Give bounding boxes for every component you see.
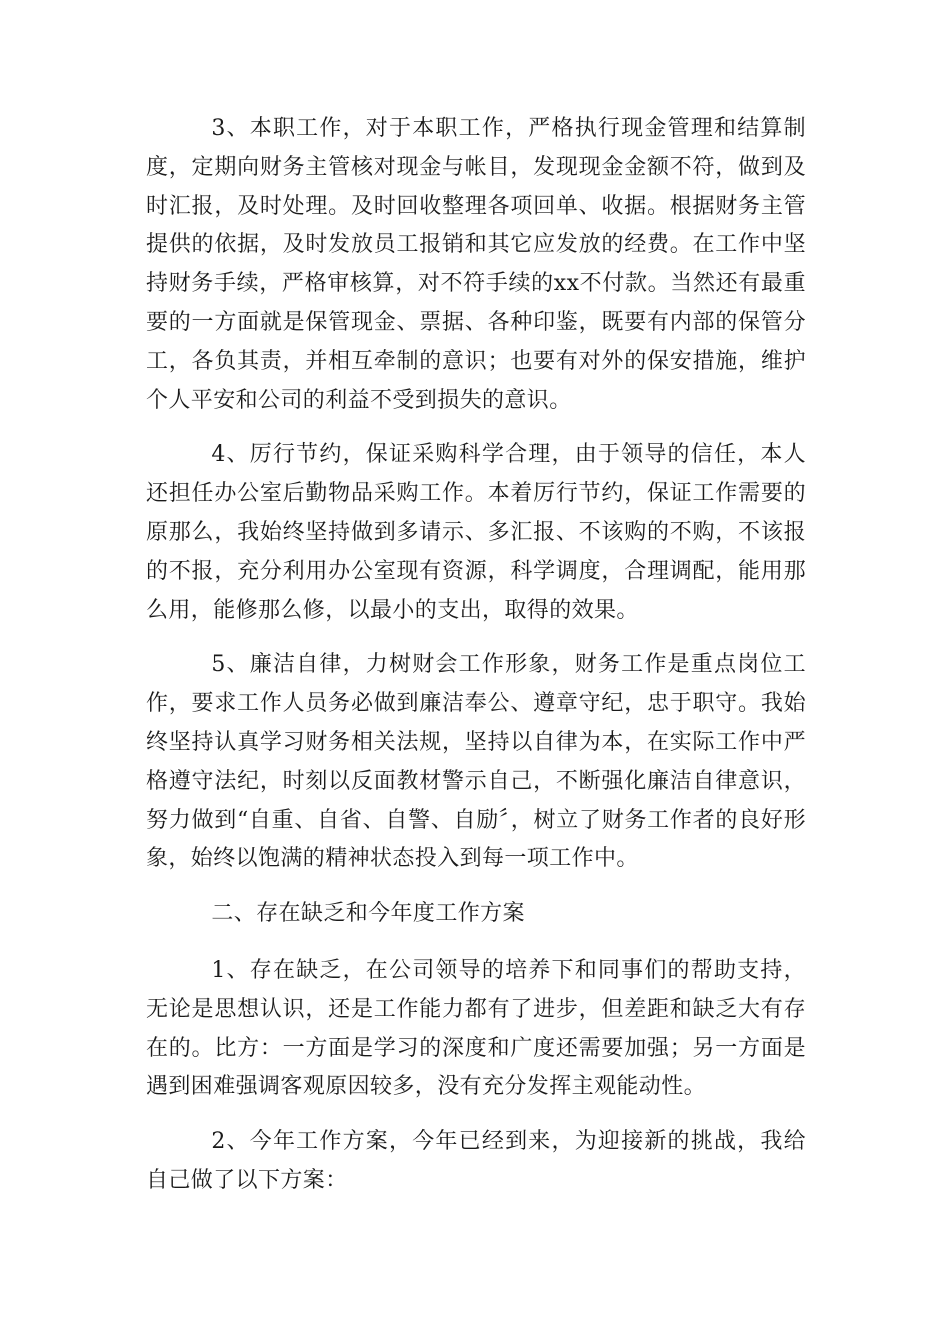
paragraph-5-integrity: 5、廉洁自律，力树财会工作形象，财务工作是重点岗位工作，要求工作人员务必做到廉洁奉公、遵章守纪，忠于职守。我始终坚持认真学习财务相关法规，坚持以自律为本，在实际工作中严格遵守法纪，时刻以反面教材警示自己，不断强化廉洁自律意识，努力做到“自重、自省、自警、自励〞，树立了财务工作者的良好形象，始终以饱满的精神状态投入到每一项工作中。 bbox=[146, 652, 806, 872]
section-heading-shortcomings-plan: 二、存在缺乏和今年度工作方案 bbox=[211, 901, 525, 927]
paragraph-1-shortcomings: 1、存在缺乏，在公司领导的培养下和同事们的帮助支持，无论是思想认识，还是工作能力都有了进步，但差距和缺乏大有存在的。比方：一方面是学习的深度和广度还需要加强；另一方面是遇到困难强调客观原因较多，没有充分发挥主观能动性。 bbox=[146, 957, 806, 1100]
document-body bbox=[146, 110, 806, 1217]
paragraph-2-plan: 2、今年工作方案，今年已经到来，为迎接新的挑战，我给自己做了以下方案： bbox=[146, 1129, 806, 1193]
paragraph-3-duties: 3、本职工作，对于本职工作，严格执行现金管理和结算制度，定期向财务主管核对现金与帐目，发现现金金额不符，做到及时汇报，及时处理。及时回收整理各项回单、收据。根据财务主管提供的依据，及时发放员工报销和其它应发放的经费。在工作中坚持财务手续，严格审核算，对不符手续的xx不付款。当然还有最重要的一方面就是保管现金、票据、各种印鉴，既要有内部的保管分工，各负其责，并相互牵制的意识；也要有对外的保安措施，维护个人平安和公司的利益不受到损失的意识。 bbox=[146, 116, 806, 413]
paragraph-4-thrift: 4、厉行节约，保证采购科学合理，由于领导的信任，本人还担任办公室后勤物品采购工作。本着厉行节约，保证工作需要的原那么，我始终坚持做到多请示、多汇报、不该购的不购，不该报的不报，充分利用办公室现有资源，科学调度，合理调配，能用那么用，能修那么修，以最小的支出，取得的效果。 bbox=[146, 442, 806, 623]
